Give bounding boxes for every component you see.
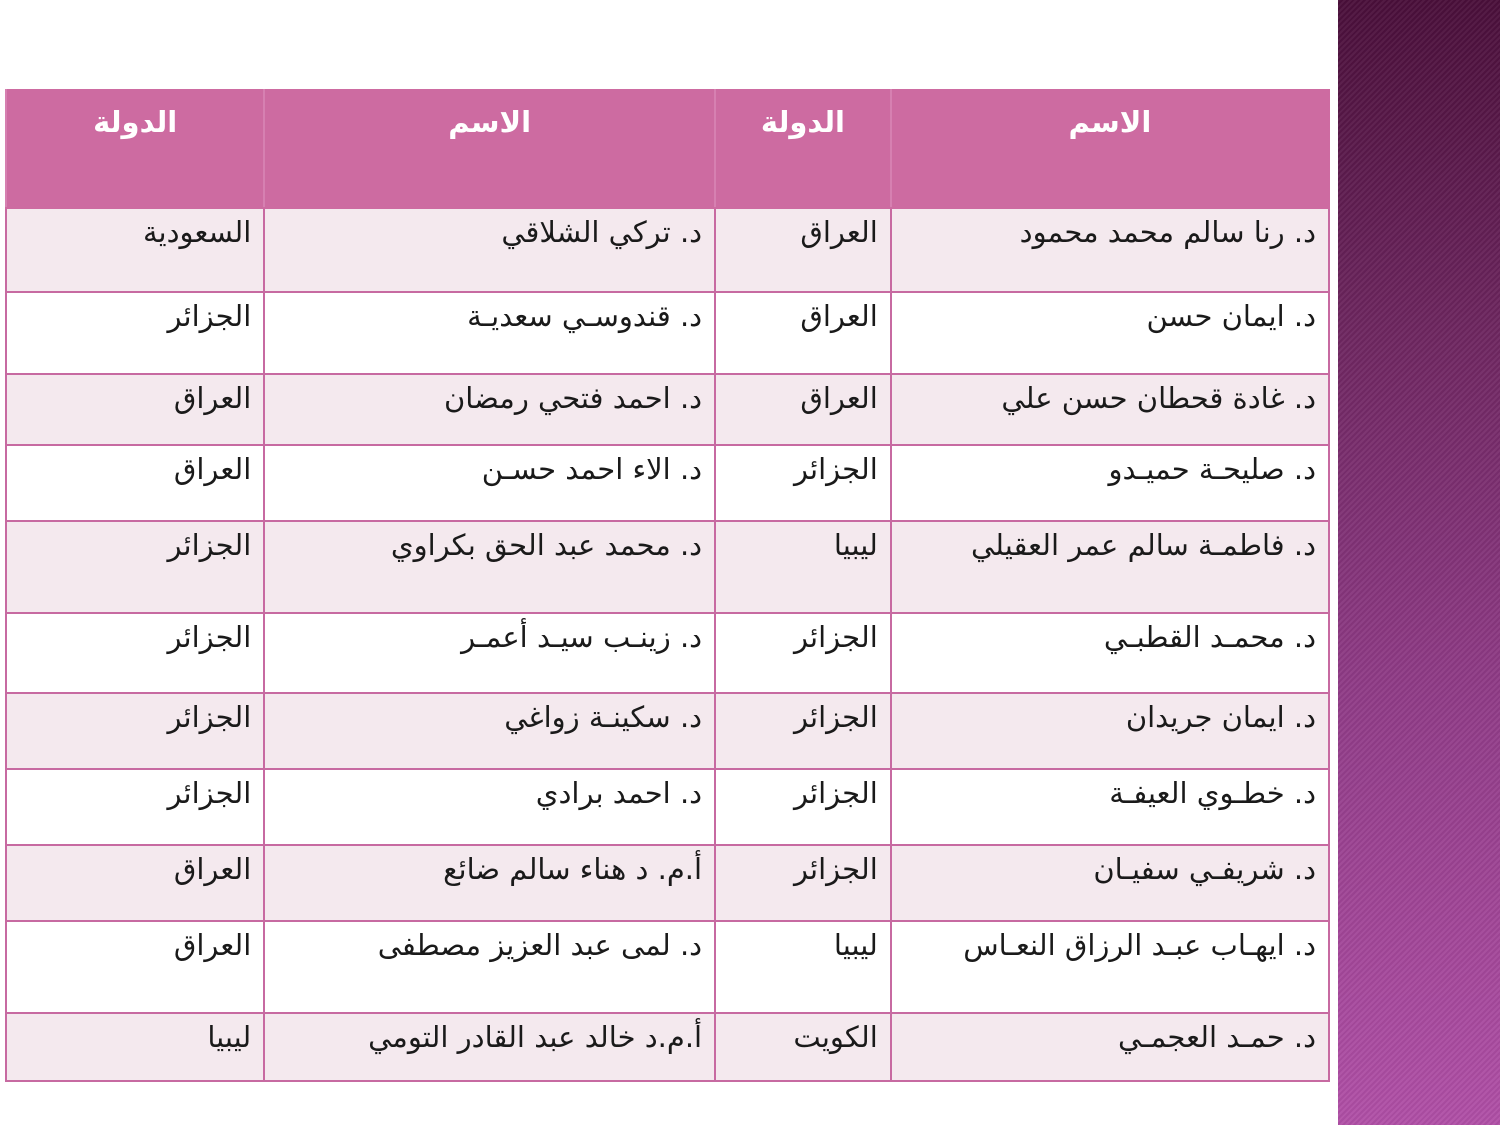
header-name-2: الاسم [264, 90, 715, 208]
name-cell: أ.م.د خالد عبد القادر التومي [264, 1013, 715, 1081]
name-cell: د. احمد برادي [264, 769, 715, 845]
table-row [6, 613, 1329, 693]
name-cell: د. سكينـة زواغي [264, 693, 715, 769]
country-cell: الجزائر [715, 445, 891, 521]
table-header-row [6, 90, 1329, 208]
country-cell: العراق [6, 445, 264, 521]
name-cell: د. قندوسـي سعديـة [264, 292, 715, 374]
table-row [6, 845, 1329, 921]
name-cell: د. زينـب سيـد أعمـر [264, 613, 715, 693]
table-row [6, 769, 1329, 845]
table-row [6, 445, 1329, 521]
name-cell: د. شريفـي سفيـان [891, 845, 1329, 921]
name-cell: د. حمـد العجمـي [891, 1013, 1329, 1081]
header-name-1: الاسم [891, 90, 1329, 208]
name-cell: د. صليحـة حميـدو [891, 445, 1329, 521]
country-cell: الجزائر [6, 769, 264, 845]
table-row [6, 208, 1329, 292]
country-cell: الجزائر [6, 292, 264, 374]
name-cell: د. ايمان حسن [891, 292, 1329, 374]
name-cell: د. لمى عبد العزيز مصطفى [264, 921, 715, 1013]
table-row [6, 921, 1329, 1013]
country-cell: العراق [715, 374, 891, 445]
header-country-2: الدولة [6, 90, 264, 208]
country-cell: الجزائر [715, 693, 891, 769]
country-cell: الجزائر [715, 769, 891, 845]
country-cell: الجزائر [715, 845, 891, 921]
name-cell: د. ايمان جريدان [891, 693, 1329, 769]
country-cell: ليبيا [6, 1013, 264, 1081]
country-cell: السعودية [6, 208, 264, 292]
name-cell: د. محمد عبد الحق بكراوي [264, 521, 715, 613]
decorative-side-bar [1338, 0, 1500, 1125]
country-cell: الجزائر [715, 613, 891, 693]
name-cell: د. ايهـاب عبـد الرزاق النعـاس [891, 921, 1329, 1013]
header-country-1: الدولة [715, 90, 891, 208]
name-cell: د. تركي الشلاقي [264, 208, 715, 292]
names-table [5, 89, 1330, 1082]
country-cell: الكويت [715, 1013, 891, 1081]
table-row [6, 374, 1329, 445]
table-row [6, 292, 1329, 374]
table-row [6, 693, 1329, 769]
country-cell: العراق [6, 845, 264, 921]
name-cell: أ.م. د هناء سالم ضائع [264, 845, 715, 921]
country-cell: العراق [6, 374, 264, 445]
country-cell: ليبيا [715, 921, 891, 1013]
name-cell: د. رنا سالم محمد محمود [891, 208, 1329, 292]
country-cell: العراق [6, 921, 264, 1013]
country-cell: الجزائر [6, 613, 264, 693]
table-row [6, 1013, 1329, 1081]
country-cell: العراق [715, 208, 891, 292]
country-cell: العراق [715, 292, 891, 374]
name-cell: د. خطـوي العيفـة [891, 769, 1329, 845]
country-cell: الجزائر [6, 521, 264, 613]
name-cell: د. فاطمـة سالم عمر العقيلي [891, 521, 1329, 613]
country-cell: ليبيا [715, 521, 891, 613]
name-cell: د. غادة قحطان حسن علي [891, 374, 1329, 445]
name-cell: د. محمـد القطبـي [891, 613, 1329, 693]
country-cell: الجزائر [6, 693, 264, 769]
name-cell: د. احمد فتحي رمضان [264, 374, 715, 445]
table-row [6, 521, 1329, 613]
name-cell: د. الاء احمد حسـن [264, 445, 715, 521]
